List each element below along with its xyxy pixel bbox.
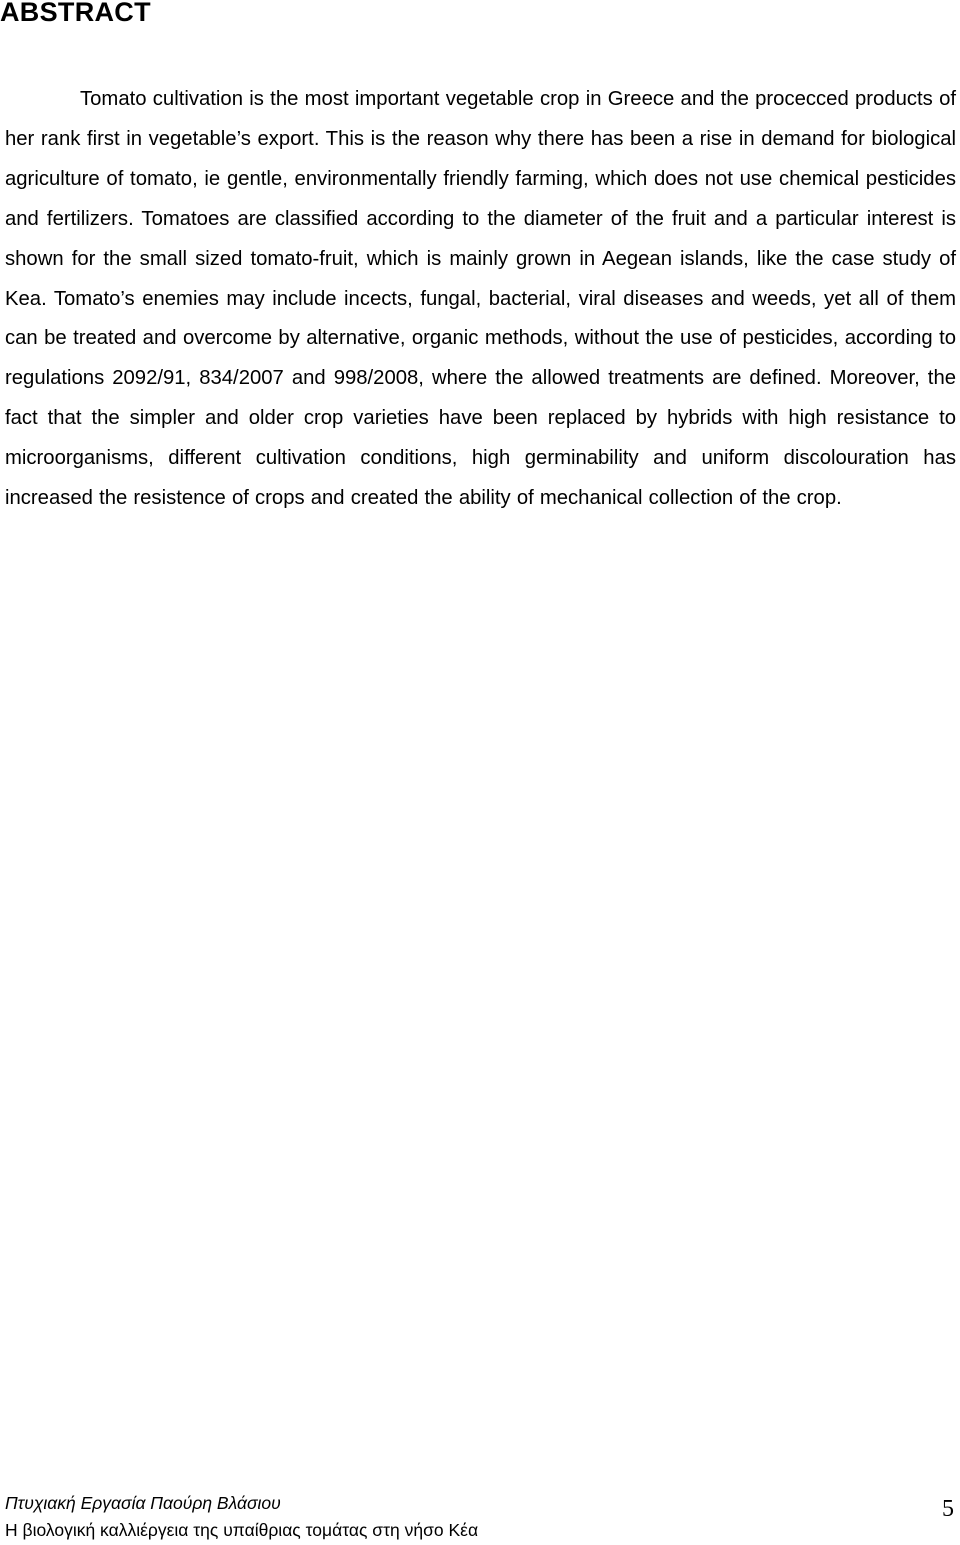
- abstract-paragraph: Tomato cultivation is the most important vegetable crop in Greece and the procecced products of her rank first in vegetable’s export. This is the reason why there has been a rise in demand for biological agriculture of tomato, ie gentle, environmentally friendly farming, which does not use chemical pesticides and fertilizers. Tomatoes are classified according to the diameter of the fruit and a particular interest is shown for the small sized tomato-fruit, which is mainly grown in Aegean islands, like the case study of Kea. Tomato’s enemies may include incects, fungal, bacterial, viral diseases and weeds, yet all of them can be treated and overcome by alternative, organic methods, without the use of pesticides, according to regulations 2092/91, 834/2007 and 998/2008, where the allowed treatments are defined. Moreover, the fact that the simpler and older crop varieties have been replaced by hybrids with high resistance to microorganisms, different cultivation conditions, high germinability and uniform discolouration has increased the resistence of crops and created the ability of mechanical collection of the crop.: [5, 88, 956, 510]
- page-number: 5: [942, 1496, 954, 1522]
- footer-title-line: Η βιολογική καλλιέργεια της υπαίθριας τομάτας στη νήσο Κέα: [5, 1520, 479, 1540]
- page-heading: ABSTRACT: [0, 0, 151, 27]
- footer-author-line: Πτυχιακή Εργασία Παούρη Βλάσιου: [5, 1493, 281, 1513]
